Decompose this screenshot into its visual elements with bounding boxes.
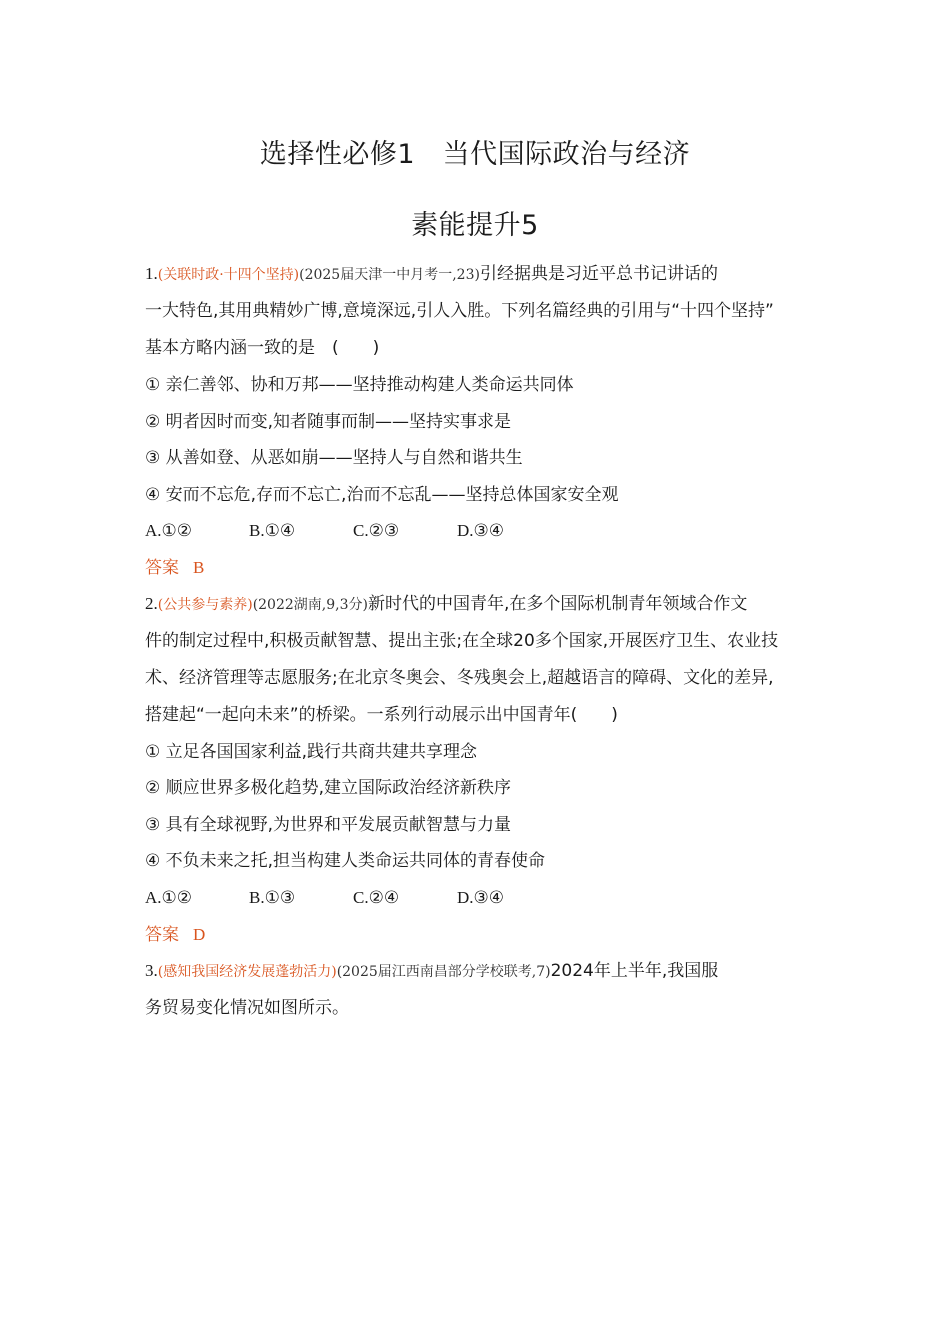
question-stem: 一大特色,其用典精妙广博,意境深远,引人入胜。下列名篇经典的引用与“十四个坚持” [145,301,774,321]
question-2-line-1 [145,592,810,617]
question-source: (2022湖南,9,3分) [252,597,368,613]
question-stem: 件的制定过程中,积极贡献智慧、提出主张;在全球20多个国家,开展医疗卫生、农业技 [145,631,779,651]
statement-item: ③ 从善如登、从恶如崩——坚持人与自然和谐共生 [145,448,523,468]
question-stem: 术、经济管理等志愿服务;在北京冬奥会、冬残奥会上,超越语言的障碍、文化的差异, [145,668,774,688]
statement-item: ① 亲仁善邻、协和万邦——坚持推动构建人类命运共同体 [145,375,574,395]
question-3-line-1 [145,959,810,984]
option-c: C.②③ [353,521,400,540]
question-stem: 引经据典是习近平总书记讲话的 [479,264,718,284]
statement-item: ④ 安而不忘危,存而不忘亡,治而不忘乱——坚持总体国家安全观 [145,485,619,505]
answer-line [145,556,810,580]
answer-label: 答案 [145,558,179,578]
option-d: D.③④ [457,888,505,907]
question-stem: 基本方略内涵一致的是 ( ) [145,338,380,358]
question-stem: 务贸易变化情况如图所示。 [145,998,349,1018]
option-a: A.①② [145,888,193,907]
question-source: (2025届江西南昌部分学校联考,7) [336,964,551,980]
question-stem: 搭建起“一起向未来”的桥梁。一系列行动展示出中国青年( ) [145,705,618,725]
option-a: A.①② [145,521,193,540]
question-1-line-1 [145,262,810,287]
answer-value: B [193,558,205,577]
option-b: B.①③ [249,888,296,907]
answer-options [145,886,810,910]
option-c: C.②④ [353,888,400,907]
statement-item: ③ 具有全球视野,为世界和平发展贡献智慧与力量 [145,815,512,835]
option-b: B.①④ [249,521,296,540]
question-source: (2025届天津一中月考一,23) [299,267,480,283]
option-d: D.③④ [457,521,505,540]
answer-options [145,519,810,543]
question-tag: (感知我国经济发展蓬勃活力) [157,964,337,980]
statement-item: ④ 不负未来之托,担当构建人类命运共同体的青春使命 [145,851,546,871]
question-stem: 2024年上半年,我国服 [550,961,719,981]
question-number: 1. [145,264,158,283]
question-number: 2. [145,594,158,613]
statement-item: ② 顺应世界多极化趋势,建立国际政治经济新秩序 [145,778,512,798]
question-stem: 新时代的中国青年,在多个国际机制青年领域合作文 [367,594,748,614]
answer-line [145,923,810,947]
section-subtitle: 素能提升5 [411,210,539,241]
statement-item: ② 明者因时而变,知者随事而制——坚持实事求是 [145,412,512,432]
answer-value: D [193,925,206,944]
answer-label: 答案 [145,925,179,945]
question-tag: (关联时政·十四个坚持) [157,267,300,283]
statement-item: ① 立足各国国家利益,践行共商共建共享理念 [145,742,478,762]
question-tag: (公共参与素养) [157,597,253,613]
page-title: 选择性必修1 当代国际政治与经济 [259,139,691,170]
question-number: 3. [145,961,158,980]
